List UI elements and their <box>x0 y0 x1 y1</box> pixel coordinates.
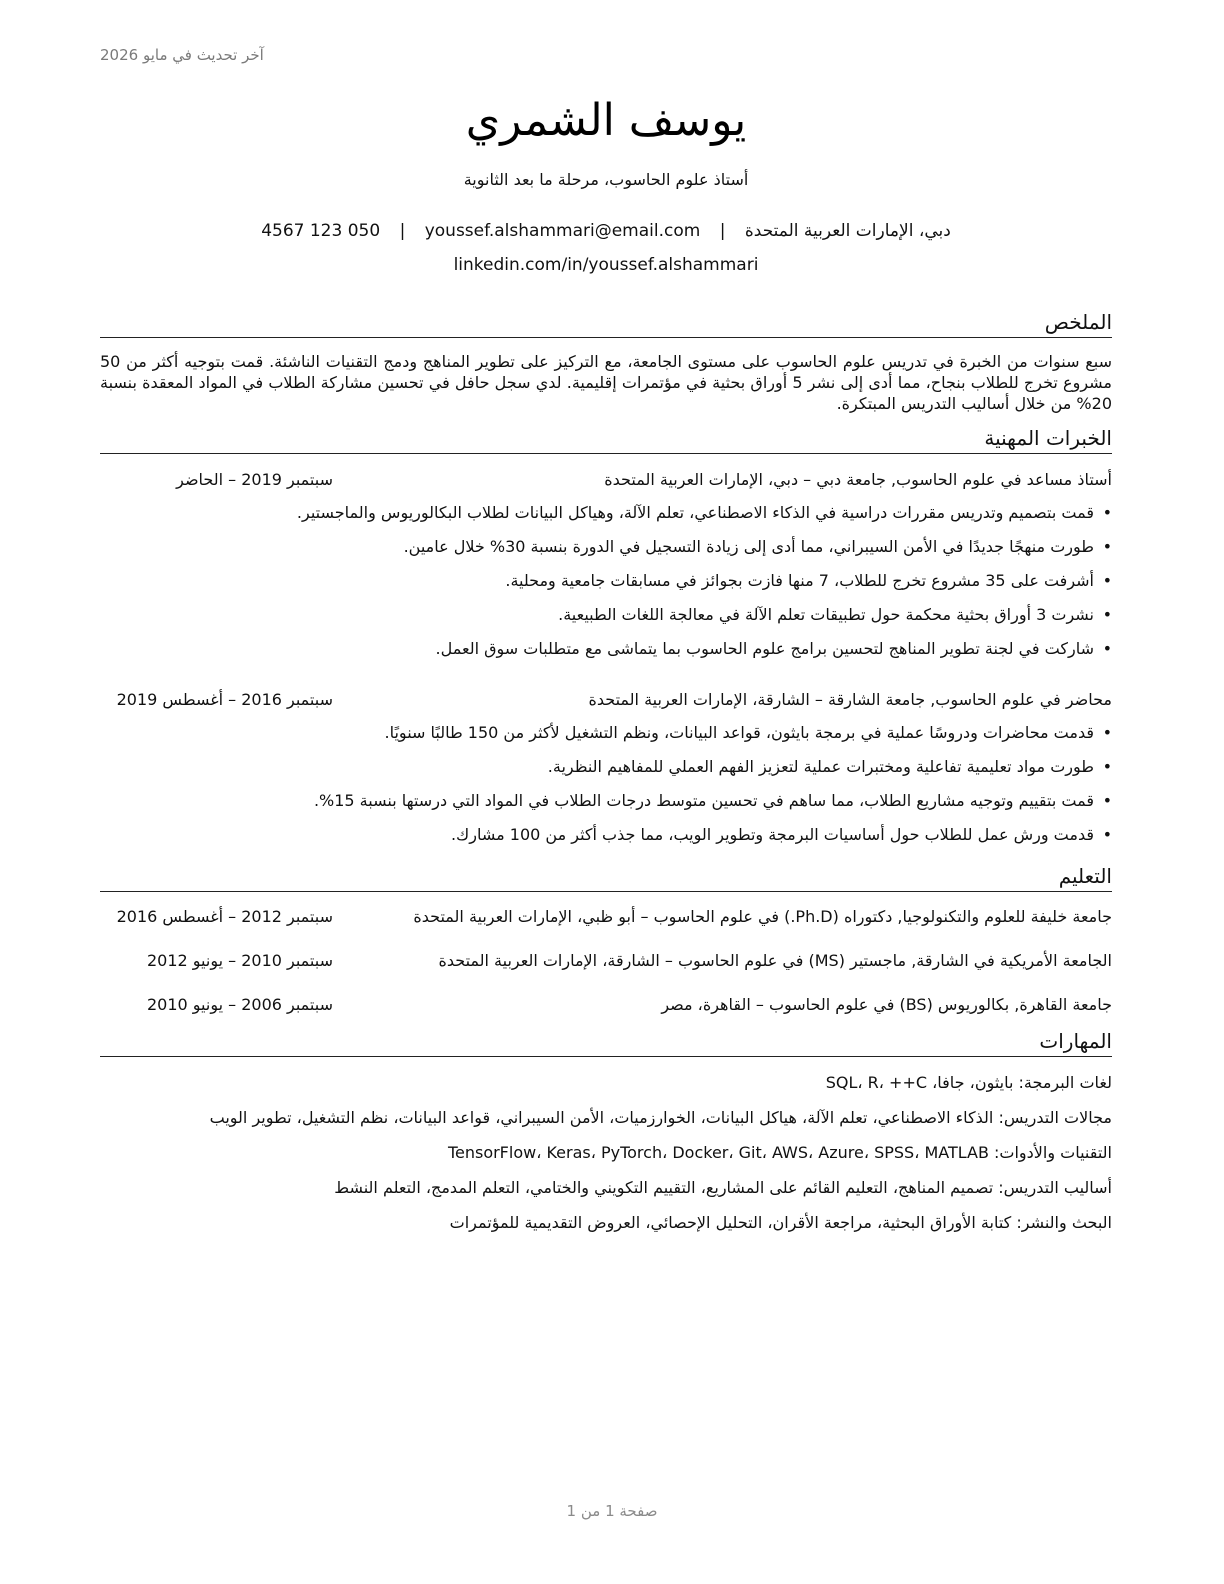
skill-item: التقنيات والأدوات: TensorFlow، Keras، PyTorch، Docker، Git، AWS، Azure، SPSS، MATLAB <box>447 1143 1112 1162</box>
section-title-education: التعليم <box>100 862 1112 892</box>
education-degree: جامعة خليفة للعلوم والتكنولوجيا, دكتوراه (Ph.D.) في علوم الحاسوب – أبو ظبي، الإمارات العربية المتحدة <box>413 907 1112 926</box>
contact-location: دبي، الإمارات العربية المتحدة <box>744 221 951 241</box>
list-item: • قدمت ورش عمل للطلاب حول أساسيات البرمجة وتطوير الويب، مما جذب أكثر من 100 مشارك. <box>450 825 1112 844</box>
job-entry <box>100 468 1112 666</box>
skill-item: مجالات التدريس: الذكاء الاصطناعي، تعلم الآلة، هياكل البيانات، الخوارزميات، الأمن السيبراني، قواعد البيانات، نظم التشغيل، تطوير الويب <box>209 1108 1112 1127</box>
list-item: • قمت بتصميم وتدريس مقررات دراسية في الذكاء الاصطناعي، تعلم الآلة، وهياكل البيانات لطلاب البكالوريوس والماجستير. <box>296 503 1112 522</box>
education-section <box>100 862 1112 1017</box>
education-entry <box>100 993 1112 1017</box>
education-entry <box>100 949 1112 973</box>
list-item: • طورت مواد تعليمية تفاعلية ومختبرات عملية لتعزيز الفهم العملي للمفاهيم النظرية. <box>547 757 1112 776</box>
list-item: • نشرت 3 أوراق بحثية محكمة حول تطبيقات تعلم الآلة في معالجة اللغات الطبيعية. <box>558 605 1112 624</box>
skills-list <box>100 1071 1112 1235</box>
job-bullets <box>100 496 1112 666</box>
skill-item: أساليب التدريس: تصميم المناهج، التعليم القائم على المشاريع، التقييم التكويني والختامي، التعلم المدمج، التعلم النشط <box>334 1178 1112 1197</box>
skill-item: البحث والنشر: كتابة الأوراق البحثية، مراجعة الأقران، التحليل الإحصائي، العروض التقديمية للمؤتمرات <box>449 1213 1112 1232</box>
education-entry <box>100 905 1112 929</box>
education-degree: الجامعة الأمريكية في الشارقة, ماجستير (MS) في علوم الحاسوب – الشارقة، الإمارات العربية المتحدة <box>438 951 1112 970</box>
contact-line <box>100 214 1112 248</box>
job-header <box>100 468 1112 492</box>
list-item: • أشرفت على 35 مشروع تخرج للطلاب، 7 منها فازت بجوائز في مسابقات جامعية ومحلية. <box>505 571 1112 590</box>
contact-separator: | <box>399 221 406 241</box>
last-updated-note: آخر تحديث في مايو 2026 <box>100 46 264 64</box>
skills-section <box>100 1027 1112 1235</box>
job-role: أستاذ علوم الحاسوب، مرحلة ما بعد الثانوية <box>463 170 749 189</box>
section-title-skills: المهارات <box>100 1027 1112 1057</box>
page-number: صفحة 1 من 1 <box>566 1502 658 1520</box>
skill-item: لغات البرمجة: بايثون، جافا، SQL، R، ++C <box>825 1073 1112 1092</box>
list-item: • قمت بتقييم وتوجيه مشاريع الطلاب، مما ساهم في تحسين متوسط درجات الطلاب في المواد التي درستها بنسبة 15%. <box>313 791 1112 810</box>
job-bullets <box>100 716 1112 852</box>
job-dates: سبتمبر 2016 – أغسطس 2019 <box>116 690 333 709</box>
contact-email[interactable]: youssef.alshammari@email.com <box>424 221 701 241</box>
list-item: • طورت منهجًا جديدًا في الأمن السيبراني، مما أدى إلى زيادة التسجيل في الدورة بنسبة 30% خلال عامين. <box>403 537 1112 556</box>
education-degree: جامعة القاهرة, بكالوريوس (BS) في علوم الحاسوب – القاهرة، مصر <box>661 995 1112 1014</box>
person-name: يوسف الشمري <box>465 95 747 146</box>
list-item: • قدمت محاضرات ودروسًا عملية في برمجة بايثون، قواعد البيانات، ونظم التشغيل لأكثر من 150 طالبًا سنويًا. <box>384 723 1112 742</box>
contact-separator: | <box>719 221 726 241</box>
experience-section <box>100 424 1112 852</box>
summary-text: سبع سنوات من الخبرة في تدريس علوم الحاسوب على مستوى الجامعة، مع التركيز على تطوير المناهج ودمج التقنيات الناشئة. قمت بتوجيه أكثر من 50 مشروع تخرج للطلاب بنجاح، مما أدى إلى نشر 5 أوراق بحثية في مؤتمرات إقليمية. لدي سجل حافل في تحسين مشاركة الطلاب في المواد المعقدة بنسبة 20% من خلال أساليب التدريس المبتكرة. <box>100 352 1112 413</box>
contact-linkedin-line <box>100 248 1112 282</box>
education-dates: سبتمبر 2006 – يونيو 2010 <box>146 995 333 1014</box>
section-title-experience: الخبرات المهنية <box>100 424 1112 454</box>
contact-phone: 4567 123 050 <box>261 221 381 241</box>
education-dates: سبتمبر 2010 – يونيو 2012 <box>146 951 333 970</box>
list-item: • شاركت في لجنة تطوير المناهج لتحسين برامج علوم الحاسوب بما يتماشى مع متطلبات سوق العمل. <box>435 639 1112 658</box>
job-position: أستاذ مساعد في علوم الحاسوب, جامعة دبي – دبي، الإمارات العربية المتحدة <box>604 470 1112 489</box>
job-entry <box>100 688 1112 852</box>
job-position: محاضر في علوم الحاسوب, جامعة الشارقة – الشارقة، الإمارات العربية المتحدة <box>588 690 1112 709</box>
resume-body <box>100 308 1112 1246</box>
education-dates: سبتمبر 2012 – أغسطس 2016 <box>116 907 333 926</box>
job-dates: سبتمبر 2019 – الحاضر <box>176 470 333 489</box>
resume-header <box>100 90 1112 282</box>
job-header <box>100 688 1112 712</box>
section-title-summary: الملخص <box>100 308 1112 338</box>
contact-linkedin[interactable]: linkedin.com/in/youssef.alshammari <box>453 255 759 275</box>
summary-section <box>100 308 1112 414</box>
